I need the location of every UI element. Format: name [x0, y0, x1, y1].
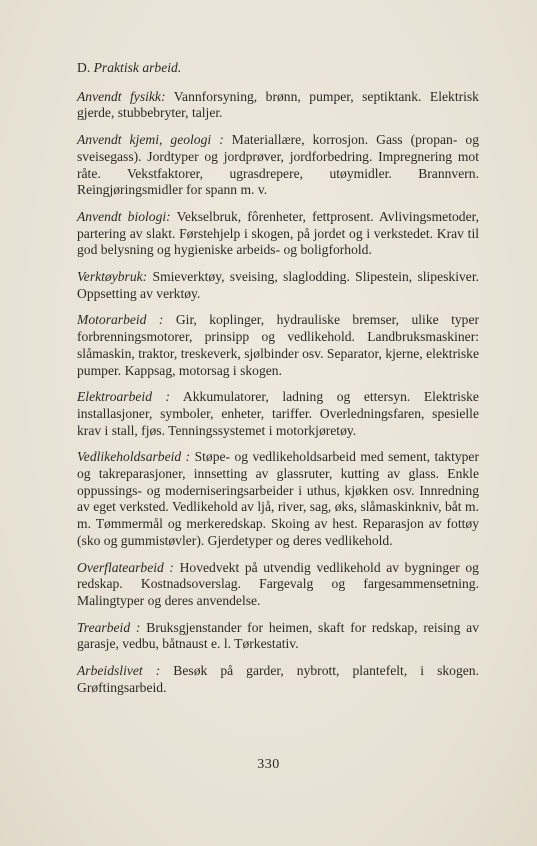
section-letter: D. — [77, 60, 91, 75]
paragraph-text: Gir, koplinger, hydrauliske bremser, ulike typer forbrenningsmotorer, prinsipp og vedlikehold. Landbruksmaskiner: slåmaskin, traktor, treskeverk, sjølbinder osv. Separator, kjerne, elektriske pumper. Kappsag, motorsag i skogen. — [77, 312, 479, 378]
paragraph-heading: Verktøybruk: — [77, 269, 148, 285]
paragraph-text: Materiallære, korrosjon. Gass (propan- og sveisegass). Jordtyper og jordprøver, jordforbedring. Impregnering mot råte. Vekstfaktorer, ugrasdrepere, utøymidler. Brannvern. Reingjøringsmidler for spann m. v. — [77, 132, 479, 198]
paragraph-text: Vannforsyning, brønn, pumper, septiktank. Elektrisk gjerde, stubbebryter, taljer. — [77, 88, 479, 121]
paragraph-heading: Anvendt biologi: — [77, 208, 171, 224]
paragraph-heading: Trearbeid : — [77, 619, 141, 635]
paragraph-heading: Arbeidslivet : — [77, 663, 161, 679]
paragraph-heading: Anvendt kjemi, geologi : — [77, 132, 224, 148]
paragraph-anvendt-kjemi-geologi — [77, 132, 479, 199]
paragraph-text: Bruksgjenstander for heimen, skaft for redskap, reising av garasje, vedbu, båtnaust e. l. Tørkestativ. — [77, 619, 479, 652]
paragraph-vedlikeholdsarbeid — [77, 449, 479, 549]
paragraph-heading: Overflatearbeid : — [77, 559, 174, 575]
paragraph-heading: Vedlikeholdsarbeid : — [77, 449, 191, 465]
paragraph-text: Akkumulatorer, ladning og ettersyn. Elektriske installasjoner, symboler, enheter, tariffer. Overledningsfaren, spesielle krav i stall, fjøs. Tenningssystemet i motorkjøretøy. — [77, 389, 479, 438]
paragraph-heading: Motorarbeid : — [77, 312, 164, 328]
section-title: Praktisk arbeid. — [93, 60, 182, 75]
paragraph-text: Vekselbruk, fôrenheter, fettprosent. Avlivingsmetoder, partering av slakt. Førstehjelp i skogen, på jordet og i verkstedet. Krav til god belysning og hygieniske arbeids- og boligforhold. — [77, 208, 479, 258]
paragraph-heading: Anvendt fysikk: — [77, 88, 166, 104]
paragraph-elektroarbeid — [77, 389, 479, 439]
paragraph-text: Besøk på garder, nybrott, plantefelt, i skogen. Grøftingsarbeid. — [77, 663, 479, 695]
text-block — [77, 60, 479, 707]
paragraph-anvendt-biologi — [77, 209, 479, 259]
paragraph-text: Smieverktøy, sveising, slaglodding. Slipestein, slipeskiver. Oppsetting av verktøy. — [77, 269, 479, 301]
page-number: 330 — [257, 757, 280, 772]
paragraph-arbeidslivet — [77, 663, 479, 696]
section-heading — [77, 60, 479, 77]
paragraph-overflatearbeid — [77, 560, 479, 610]
paragraph-motorarbeid — [77, 312, 479, 379]
paragraph-text: Hovedvekt på utvendig vedlikehold av bygninger og redskap. Kostnadsoverslag. Fargevalg og fargesammensetning. Malingtyper og deres anvendelse. — [77, 559, 479, 608]
paragraph-trearbeid — [77, 620, 479, 653]
paragraph-text: Støpe- og vedlikeholdsarbeid med sement, taktyper og takreparasjoner, innsetting av glassruter, kutting av glass. Enkle oppussings- og moderniseringsarbeider i uthus, kjøkken osv. Innredning av eget verksted. Vedlikehold av ljå, river, sag, øks, slåmaskinkniv, båt m. m. Tømmermål og merkeredskap. Skoing av hest. Reparasjon av fottøy (sko og gummistøvler). Gjerdetyper og deres vedlikehold. — [77, 449, 479, 548]
paragraph-verktoybruk — [77, 269, 479, 302]
paragraph-anvendt-fysikk — [77, 89, 479, 122]
paragraph-heading: Elektroarbeid : — [77, 389, 171, 405]
